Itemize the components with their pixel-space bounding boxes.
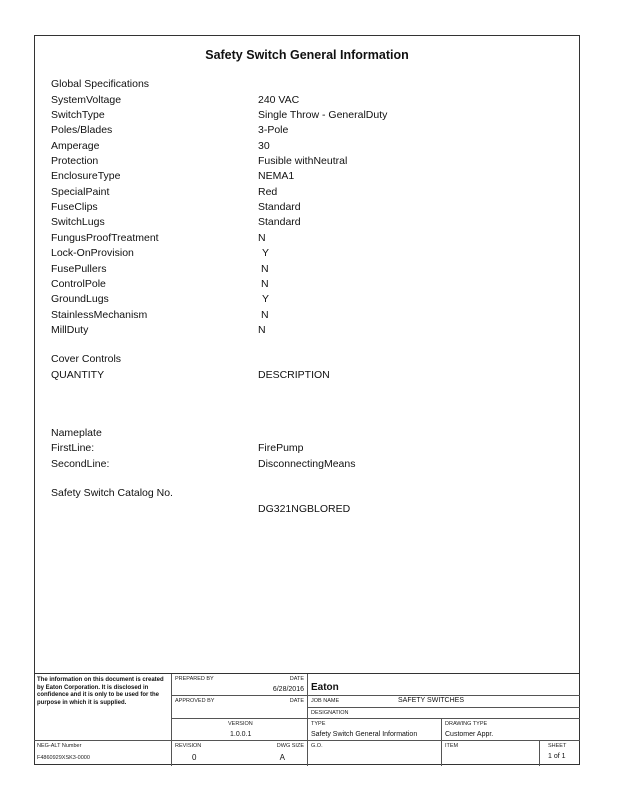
drawing-type-cell	[442, 719, 580, 741]
spec-value-lock-on: Y	[262, 247, 270, 259]
job-name-caption: JOB NAME	[311, 698, 340, 704]
dwg-size-caption: DWG SIZE	[276, 743, 304, 749]
drawing-type-value: Customer Appr.	[445, 731, 494, 738]
global-specs-heading: Global Specifications	[51, 78, 150, 90]
designation-cell	[308, 708, 580, 719]
neg-alt-caption: NEG-ALT Number	[37, 743, 82, 749]
sheet-caption: SHEET	[548, 743, 567, 749]
approved-by-cell	[172, 696, 308, 719]
neg-alt-cell	[34, 741, 172, 766]
company-name: Eaton	[311, 682, 339, 693]
title-block	[34, 673, 580, 765]
spec-value-system-voltage: 240 VAC	[258, 94, 300, 106]
spec-value-fungus-proof: N	[258, 232, 266, 244]
spec-label-fuse-clips: FuseClips	[51, 201, 98, 213]
date2-caption: DATE	[289, 698, 304, 704]
go-cell	[308, 741, 442, 766]
spec-label-amperage: Amperage	[51, 140, 100, 152]
type-value: Safety Switch General Information	[311, 731, 418, 738]
approved-by-caption: APPROVED BY	[175, 698, 215, 704]
spec-label-fuse-pullers: FusePullers	[51, 263, 107, 275]
job-name-cell	[308, 696, 580, 708]
spec-label-mill-duty: MillDuty	[51, 324, 89, 336]
catalog-number: DG321NGBLORED	[258, 503, 351, 515]
spec-value-poles: 3-Pole	[258, 124, 289, 136]
spec-label-protection: Protection	[51, 155, 99, 167]
revision-caption: REVISION	[175, 743, 202, 749]
job-name-value: SAFETY SWITCHES	[398, 697, 464, 704]
spec-label-stainless-mechanism: StainlessMechanism	[51, 309, 148, 321]
sheet-cell	[540, 741, 580, 766]
spec-value-enclosure-type: NEMA1	[258, 170, 295, 182]
spec-label-control-pole: ControlPole	[51, 278, 106, 290]
nameplate-first-label: FirstLine:	[51, 442, 95, 454]
type-cell	[308, 719, 442, 741]
spec-value-fuse-pullers: N	[261, 263, 269, 275]
cover-controls-heading: Cover Controls	[51, 353, 122, 365]
cover-controls-description-header: DESCRIPTION	[258, 369, 330, 381]
company-cell	[308, 674, 580, 696]
spec-label-switch-type: SwitchType	[51, 109, 105, 121]
spec-value-fuse-clips: Standard	[258, 201, 301, 213]
spec-value-switch-type: Single Throw - GeneralDuty	[258, 109, 388, 121]
spec-label-poles: Poles/Blades	[51, 124, 113, 136]
spec-value-switch-lugs: Standard	[258, 216, 301, 228]
spec-label-ground-lugs: GroundLugs	[51, 293, 109, 305]
go-caption: G.O.	[311, 743, 323, 749]
version-caption: VERSION	[228, 721, 253, 727]
dwg-size-value: A	[279, 753, 285, 762]
nameplate-first-value: FirePump	[258, 442, 304, 454]
spec-label-special-paint: SpecialPaint	[51, 186, 110, 198]
prepared-by-caption: PREPARED BY	[175, 676, 214, 682]
spec-label-enclosure-type: EnclosureType	[51, 170, 121, 182]
version-cell	[172, 719, 308, 741]
catalog-heading: Safety Switch Catalog No.	[51, 487, 173, 499]
spec-value-ground-lugs: Y	[262, 293, 270, 305]
drawing-type-caption: DRAWING TYPE	[445, 721, 488, 727]
neg-alt-value: F4860929XSK3-0000	[37, 755, 90, 761]
designation-caption: DESIGNATION	[311, 710, 349, 716]
nameplate-second-value: DisconnectingMeans	[258, 458, 356, 470]
spec-label-system-voltage: SystemVoltage	[51, 94, 122, 106]
version-value: 1.0.0.1	[230, 731, 252, 738]
item-cell	[442, 741, 540, 766]
page-border	[34, 35, 580, 765]
spec-label-fungus-proof: FungusProofTreatment	[51, 232, 159, 244]
date-value: 6/28/2016	[272, 686, 304, 693]
nameplate-heading: Nameplate	[51, 427, 102, 439]
item-caption: ITEM	[445, 743, 459, 749]
spec-value-protection: Fusible withNeutral	[258, 155, 348, 167]
spec-value-control-pole: N	[261, 278, 269, 290]
revision-value: 0	[192, 753, 197, 762]
page-title: Safety Switch General Information	[205, 48, 409, 62]
nameplate-second-label: SecondLine:	[51, 458, 110, 470]
type-caption: TYPE	[311, 721, 326, 727]
spec-label-switch-lugs: SwitchLugs	[51, 216, 105, 228]
prepared-by-cell	[172, 674, 308, 696]
cover-controls-quantity-header: QUANTITY	[51, 369, 105, 381]
spec-value-mill-duty: N	[258, 324, 266, 336]
confidential-notice-cell	[34, 674, 172, 741]
sheet-value: 1 of 1	[548, 753, 566, 760]
revision-cell	[172, 741, 308, 766]
spec-value-special-paint: Red	[258, 186, 278, 198]
spec-label-lock-on: Lock-OnProvision	[51, 247, 134, 259]
spec-value-amperage: 30	[258, 140, 270, 152]
date-caption: DATE	[289, 676, 304, 682]
spec-value-stainless-mechanism: N	[261, 309, 269, 321]
confidential-notice: The information on this document is created by Eaton Corporation. It is disclosed in confidence and it is only to be used for the purpose in which it is supplied.	[37, 677, 164, 706]
